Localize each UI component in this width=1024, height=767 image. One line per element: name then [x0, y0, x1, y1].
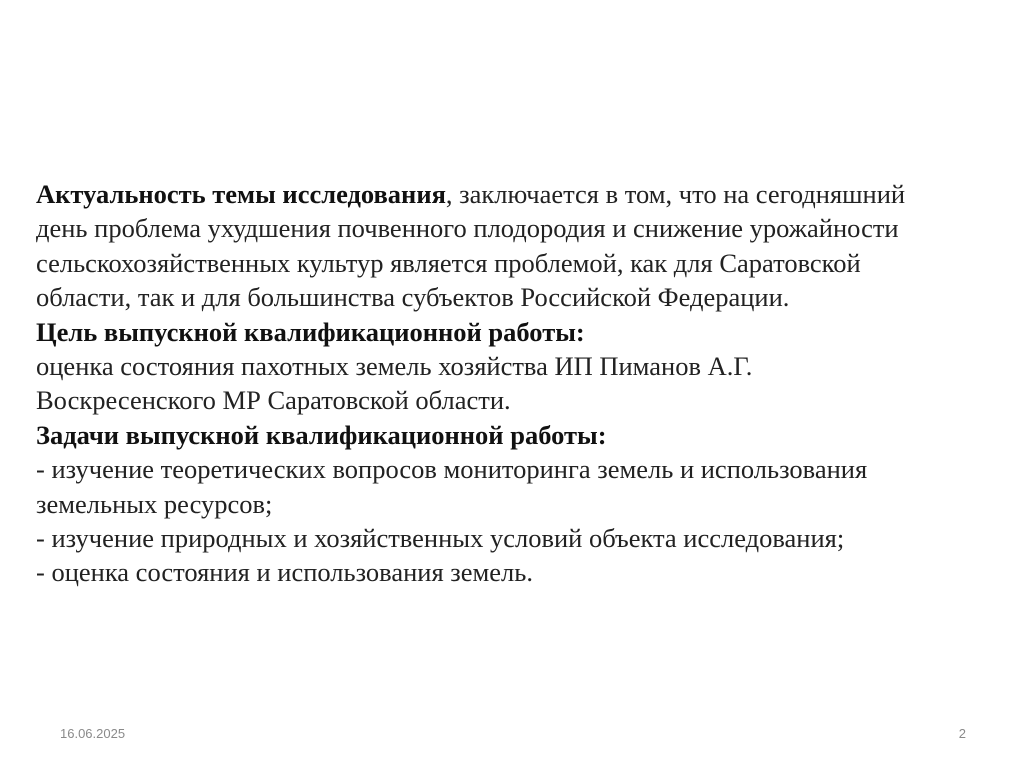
- task-item-2: - изучение природных и хозяйственных условий объекта исследования;: [36, 522, 845, 553]
- relevance-line-4: области, так и для большинства субъектов Российской Федерации.: [36, 282, 790, 313]
- task-item-1-line-1: - изучение теоретических вопросов мониторинга земель и использования: [36, 454, 868, 485]
- relevance-line-2: день проблема ухудшения почвенного плодородия и снижение урожайности: [36, 213, 899, 244]
- relevance-heading: Актуальность темы исследования: [36, 179, 446, 209]
- task-item-3: - оценка состояния и использования земель.: [36, 557, 533, 588]
- goal-line-1: оценка состояния пахотных земель хозяйства ИП Пиманов А.Г.: [36, 350, 753, 381]
- tasks-heading: Задачи выпускной квалификационной работы:: [36, 419, 607, 450]
- task-item-1-line-2: земельных ресурсов;: [36, 488, 273, 519]
- slide-body: [36, 177, 996, 590]
- relevance-line-1-text: , заключается в том, что на сегодняшний: [445, 179, 906, 209]
- goal-line-2: Воскресенского МР Саратовской области.: [36, 385, 511, 416]
- footer-date: 16.06.2025: [60, 726, 126, 741]
- relevance-line-3: сельскохозяйственных культур является проблемой, как для Саратовской: [36, 247, 861, 278]
- page-number: 2: [958, 726, 966, 741]
- relevance-line-1: [36, 177, 996, 211]
- goal-heading: Цель выпускной квалификационной работы:: [36, 316, 585, 347]
